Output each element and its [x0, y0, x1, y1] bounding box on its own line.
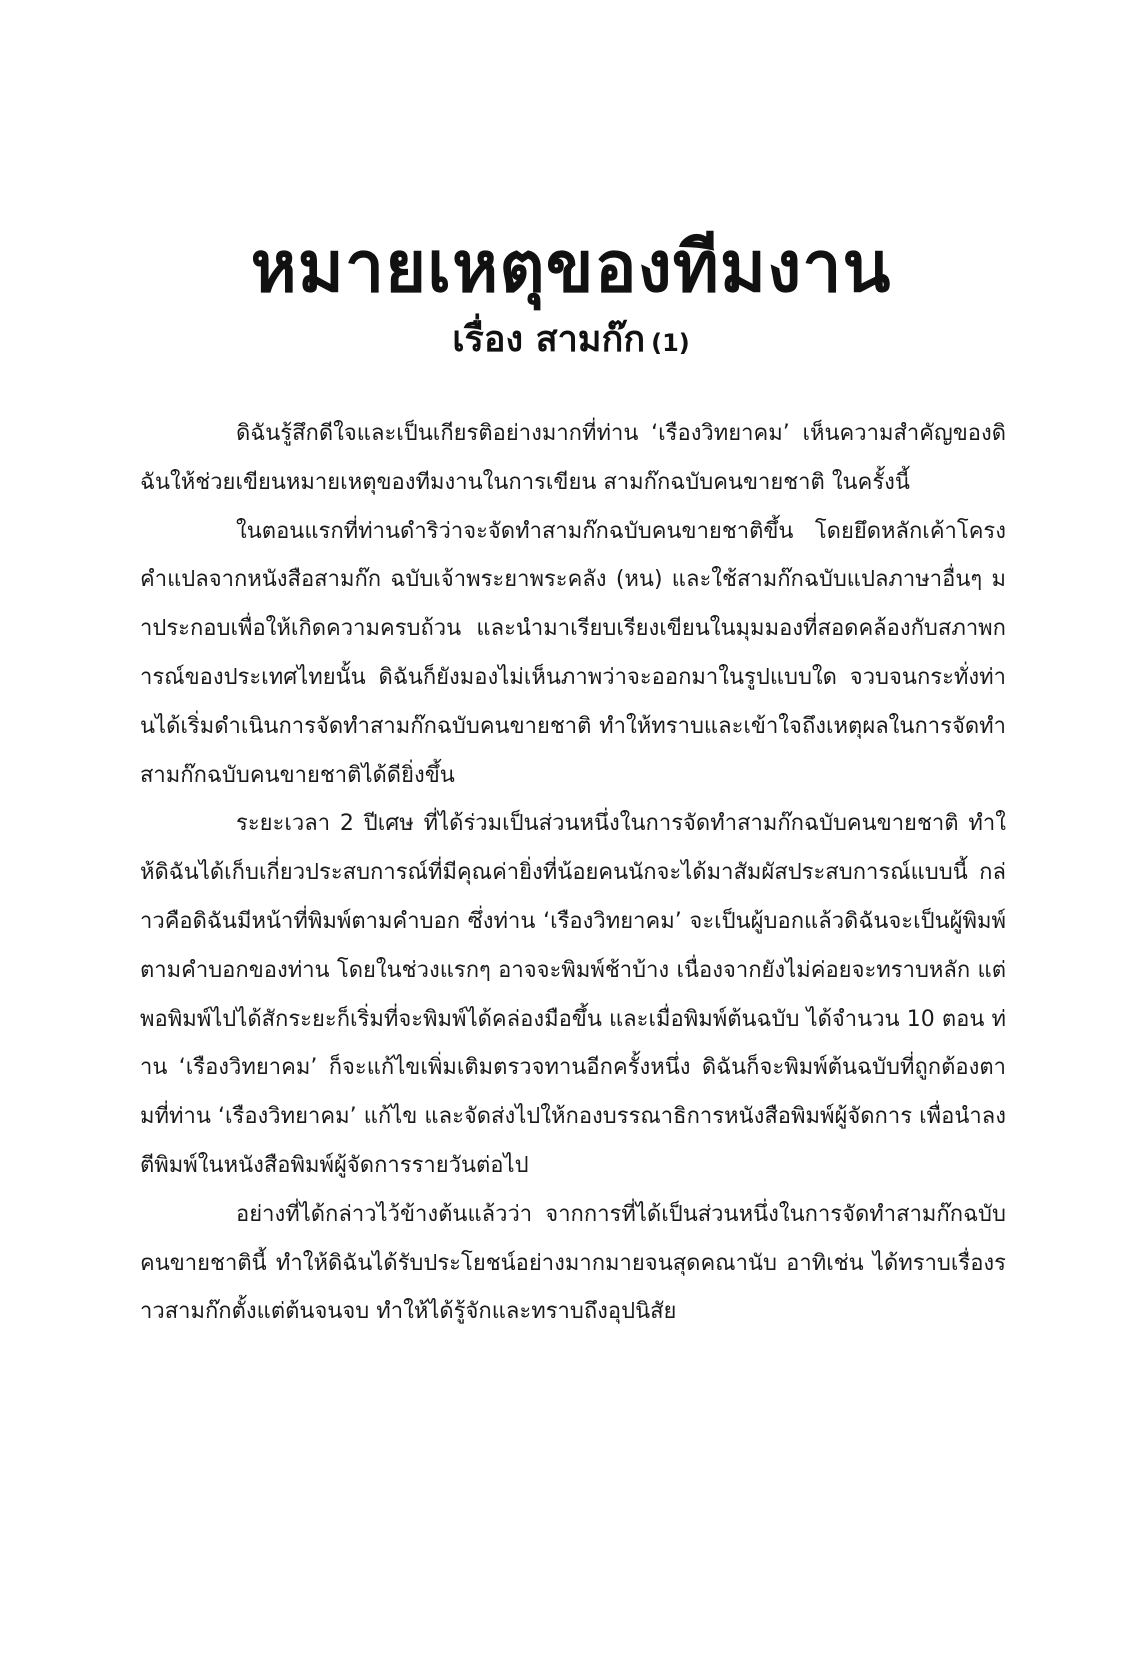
page-subtitle	[0, 312, 1142, 371]
page-title: หมายเหตุของทีมงาน	[250, 226, 892, 308]
volume-number: (1)	[651, 329, 690, 357]
paragraph-2: ในตอนแรกที่ท่านดำริว่าจะจัดทำสามก๊กฉบับคนขายชาติขึ้น โดยยึดหลักเค้าโครงคำแปลจากหนังสือสามก๊ก ฉบับเจ้าพระยาพระคลัง (หน) และใช้สามก๊กฉบับแปลภาษาอื่นๆ มาประกอบเพื่อให้เกิดความครบถ้วน และนำมาเรียบเรียงเขียนในมุมมองที่สอดคล้องกับสภาพการณ์ของประเทศไทยนั้น ดิฉันก็ยังมองไม่เห็นภาพว่าจะออกมาในรูปแบบใด จวบจนกระทั่งท่านได้เริ่มดำเนินการจัดทำสามก๊กฉบับคนขายชาติ ทำให้ทราบและเข้าใจถึงเหตุผลในการจัดทำสามก๊กฉบับคนขายชาติได้ดียิ่งขึ้น	[140, 518, 1006, 788]
paragraph-1: ดิฉันรู้สึกดีใจและเป็นเกียรติอย่างมากที่ท่าน ‘เรืองวิทยาคม’ เห็นความสำคัญของดิฉันให้ช่วยเขียนหมายเหตุของทีมงานในการเขียน สามก๊กฉบับคนขายชาติ ในครั้งนี้	[140, 421, 1006, 495]
subtitle-text: เรื่อง สามก๊ก	[452, 319, 646, 360]
paragraph-3: ระยะเวลา 2 ปีเศษ ที่ได้ร่วมเป็นส่วนหนึ่งในการจัดทำสามก๊กฉบับคนขายชาติ ทำให้ดิฉันได้เก็บเกี่ยวประสบการณ์ที่มีคุณค่ายิ่งที่น้อยคนนักจะได้มาสัมผัสประสบการณ์แบบนี้ กล่าวคือดิฉันมีหน้าที่พิมพ์ตามคำบอก ซึ่งท่าน ‘เรืองวิทยาคม’ จะเป็นผู้บอกแล้วดิฉันจะเป็นผู้พิมพ์ตามคำบอกของท่าน โดยในช่วงแรกๆ อาจจะพิมพ์ช้าบ้าง เนื่องจากยังไม่ค่อยจะทราบหลัก แต่พอพิมพ์ไปได้สักระยะก็เริ่มที่จะพิมพ์ได้คล่องมือขึ้น และเมื่อพิมพ์ต้นฉบับ ได้จำนวน 10 ตอน ท่าน ‘เรืองวิทยาคม’ ก็จะแก้ไขเพิ่มเติมตรวจทานอีกครั้งหนึ่ง ดิฉันก็จะพิมพ์ต้นฉบับที่ถูกต้องตามที่ท่าน ‘เรืองวิทยาคม’ แก้ไข และจัดส่งไปให้กองบรรณาธิการหนังสือพิมพ์ผู้จัดการ เพื่อนำลงตีพิมพ์ในหนังสือพิมพ์ผู้จัดการรายวันต่อไป	[140, 811, 1006, 1178]
body-text	[140, 410, 1006, 1337]
paragraph-4: อย่างที่ได้กล่าวไว้ข้างต้นแล้วว่า จากการที่ได้เป็นส่วนหนึ่งในการจัดทำสามก๊กฉบับคนขายชาตินี้ ทำให้ดิฉันได้รับประโยชน์อย่างมากมายจนสุดคณานับ อาทิเช่น ได้ทราบเรื่องราวสามก๊กตั้งแต่ต้นจนจบ ทำให้ได้รู้จักและทราบถึงอุปนิสัย	[140, 1201, 1006, 1325]
